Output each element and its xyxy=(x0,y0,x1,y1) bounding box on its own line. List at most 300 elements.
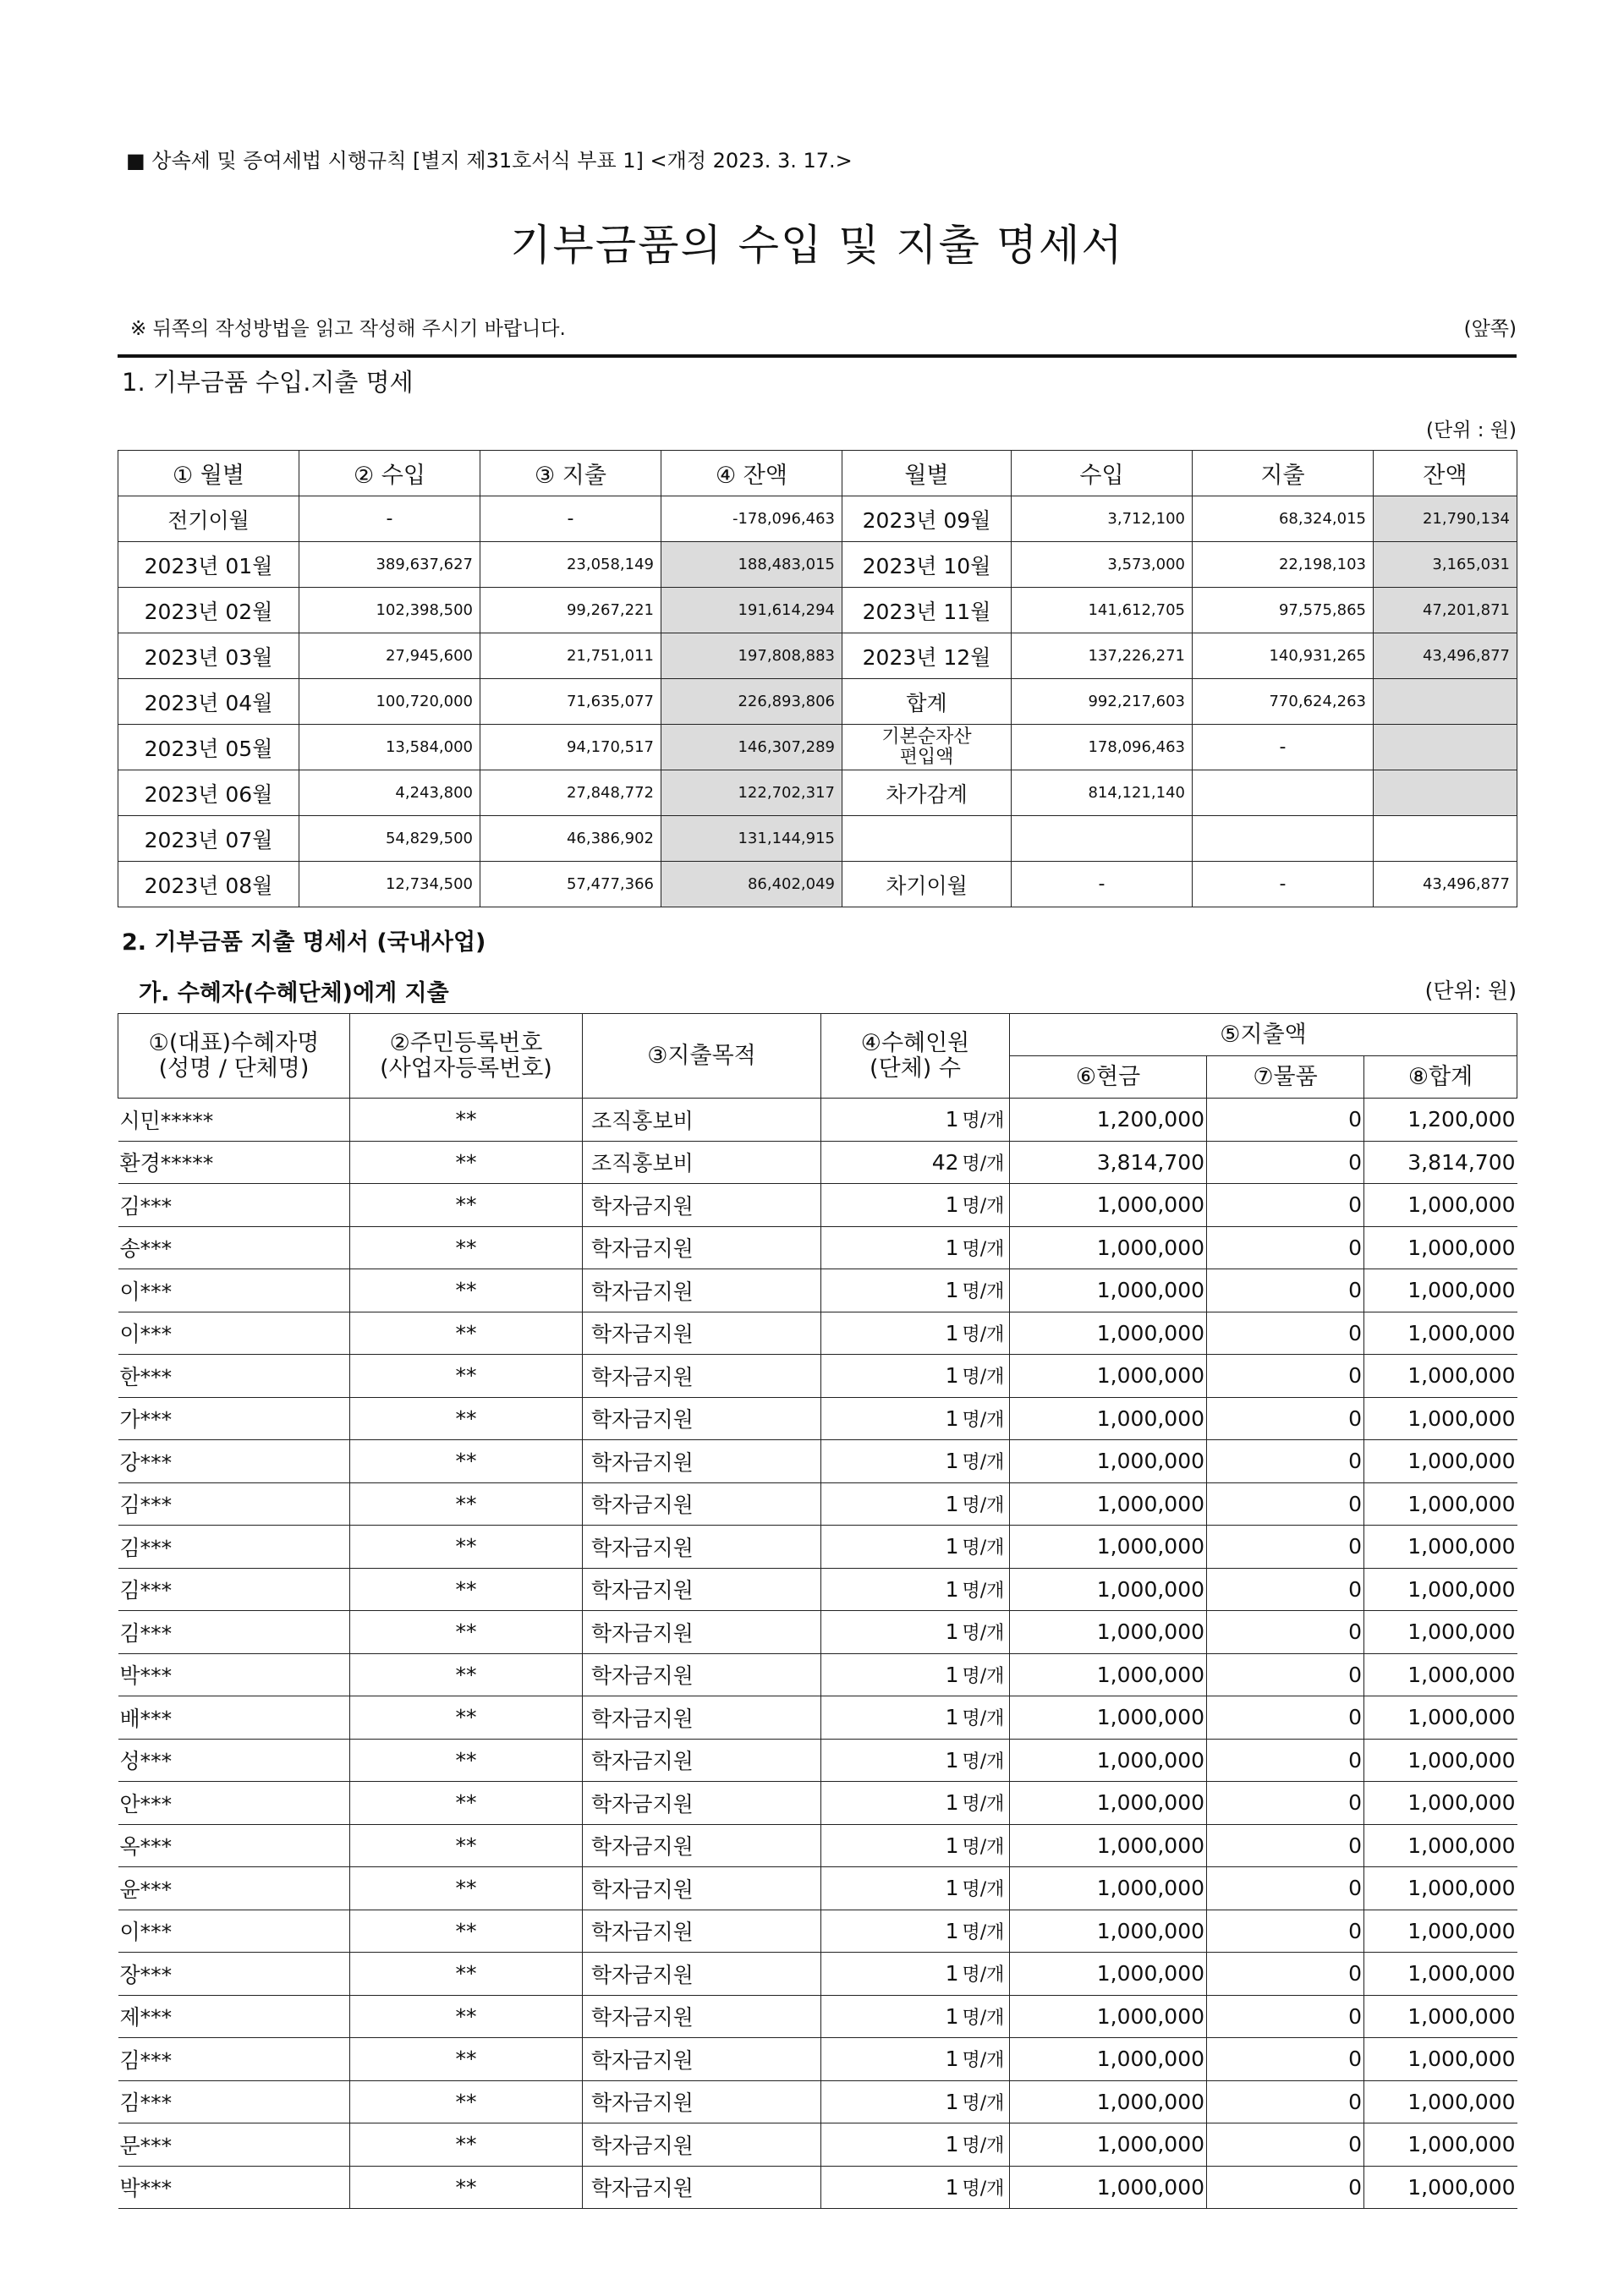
recipient-count: 1 xyxy=(821,1482,961,1526)
recipient-count: 1 xyxy=(821,1867,961,1910)
cash-amount: 1,000,000 xyxy=(1010,1184,1207,1227)
recipient-name: 옥*** xyxy=(118,1824,350,1867)
table-row xyxy=(118,2080,1517,2123)
recipient-count: 1 xyxy=(821,1910,961,1953)
goods-amount: 0 xyxy=(1207,1867,1364,1910)
recipient-count: 1 xyxy=(821,1995,961,2038)
goods-amount: 0 xyxy=(1207,2080,1364,2123)
purpose: 학자금지원 xyxy=(583,1611,821,1654)
total-amount: 1,200,000 xyxy=(1364,1099,1517,1142)
cash-amount: 1,000,000 xyxy=(1010,1867,1207,1910)
recipient-name: 김*** xyxy=(118,1526,350,1569)
recipient-count: 1 xyxy=(821,1696,961,1740)
count-unit: 명/개 xyxy=(961,1226,1010,1269)
count-unit: 명/개 xyxy=(961,1526,1010,1569)
purpose: 학자금지원 xyxy=(583,1269,821,1312)
table-row xyxy=(118,770,1517,816)
table-row xyxy=(118,816,1517,862)
table-cell: 2023년 02월 xyxy=(118,588,299,633)
recipient-name: 제*** xyxy=(118,1995,350,2038)
recipient-count: 1 xyxy=(821,1782,961,1825)
total-amount: 1,000,000 xyxy=(1364,1953,1517,1996)
front-side-label: (앞쪽) xyxy=(1463,318,1517,340)
table-cell: 131,144,915 xyxy=(661,816,842,862)
table-cell: 2023년 11월 xyxy=(842,588,1012,633)
registration-number: ** xyxy=(350,1397,583,1440)
total-amount: 1,000,000 xyxy=(1364,1782,1517,1825)
purpose: 조직홍보비 xyxy=(583,1141,821,1184)
registration-number: ** xyxy=(350,1312,583,1355)
header-total: ⑧합계 xyxy=(1364,1056,1517,1099)
cash-amount: 1,000,000 xyxy=(1010,1696,1207,1740)
recipient-count: 1 xyxy=(821,1568,961,1611)
recipient-count: 1 xyxy=(821,2166,961,2209)
table-row xyxy=(118,1141,1517,1184)
cash-amount: 1,000,000 xyxy=(1010,1355,1207,1398)
header-cell: ① 월별 xyxy=(118,451,299,496)
header-cell: ② 수입 xyxy=(299,451,480,496)
table-row xyxy=(118,1226,1517,1269)
table-row xyxy=(118,2166,1517,2209)
table-cell: 21,790,134 xyxy=(1374,496,1517,542)
total-amount: 1,000,000 xyxy=(1364,1568,1517,1611)
cash-amount: 1,000,000 xyxy=(1010,1910,1207,1953)
table-row xyxy=(118,725,1517,770)
count-unit: 명/개 xyxy=(961,1611,1010,1654)
table-row xyxy=(118,862,1517,907)
goods-amount: 0 xyxy=(1207,1397,1364,1440)
goods-amount: 0 xyxy=(1207,1739,1364,1782)
table-cell: 3,712,100 xyxy=(1012,496,1193,542)
purpose: 학자금지원 xyxy=(583,1440,821,1483)
registration-number: ** xyxy=(350,1611,583,1654)
count-unit: 명/개 xyxy=(961,1782,1010,1825)
table-cell: 22,198,103 xyxy=(1193,542,1374,588)
goods-amount: 0 xyxy=(1207,1440,1364,1483)
registration-number: ** xyxy=(350,1141,583,1184)
table-cell: 2023년 09월 xyxy=(842,496,1012,542)
purpose: 학자금지원 xyxy=(583,1953,821,1996)
table-row xyxy=(118,1653,1517,1696)
table-cell xyxy=(1012,816,1193,862)
table-cell: 21,751,011 xyxy=(480,633,661,679)
total-amount: 1,000,000 xyxy=(1364,1269,1517,1312)
table-cell: - xyxy=(1193,862,1374,907)
recipient-name: 김*** xyxy=(118,2038,350,2081)
recipient-name: 성*** xyxy=(118,1739,350,1782)
recipient-count: 1 xyxy=(821,1653,961,1696)
table-cell xyxy=(1374,770,1517,816)
recipient-count: 1 xyxy=(821,1440,961,1483)
purpose: 학자금지원 xyxy=(583,1824,821,1867)
table-cell: -178,096,463 xyxy=(661,496,842,542)
table-row xyxy=(118,1440,1517,1483)
header-amount: ⑤지출액 xyxy=(1010,1014,1517,1056)
table-row xyxy=(118,1099,1517,1142)
table-row xyxy=(118,1611,1517,1654)
table-row xyxy=(118,1568,1517,1611)
count-unit: 명/개 xyxy=(961,1141,1010,1184)
table-cell: 86,402,049 xyxy=(661,862,842,907)
cash-amount: 1,000,000 xyxy=(1010,1782,1207,1825)
table-row xyxy=(118,496,1517,542)
total-amount: 3,814,700 xyxy=(1364,1141,1517,1184)
registration-number: ** xyxy=(350,1782,583,1825)
expenditure-table xyxy=(118,1013,1517,2209)
total-amount: 1,000,000 xyxy=(1364,2166,1517,2209)
registration-number: ** xyxy=(350,1953,583,1996)
count-unit: 명/개 xyxy=(961,1953,1010,1996)
table-header-row xyxy=(118,451,1517,496)
table-cell: 기본순자산 편입액 xyxy=(842,725,1012,770)
table-row xyxy=(118,588,1517,633)
count-unit: 명/개 xyxy=(961,1099,1010,1142)
divider xyxy=(118,354,1517,358)
registration-number: ** xyxy=(350,1995,583,2038)
table-cell: 2023년 06월 xyxy=(118,770,299,816)
purpose: 학자금지원 xyxy=(583,1226,821,1269)
count-unit: 명/개 xyxy=(961,2123,1010,2167)
registration-number: ** xyxy=(350,2166,583,2209)
purpose: 학자금지원 xyxy=(583,1526,821,1569)
total-amount: 1,000,000 xyxy=(1364,2080,1517,2123)
total-amount: 1,000,000 xyxy=(1364,1653,1517,1696)
table-cell: 102,398,500 xyxy=(299,588,480,633)
cash-amount: 1,000,000 xyxy=(1010,1653,1207,1696)
recipient-name: 김*** xyxy=(118,1611,350,1654)
table-cell: 100,720,000 xyxy=(299,679,480,725)
table-cell xyxy=(1193,816,1374,862)
recipient-name: 문*** xyxy=(118,2123,350,2167)
cash-amount: 1,000,000 xyxy=(1010,1269,1207,1312)
table-row xyxy=(118,1739,1517,1782)
recipient-name: 장*** xyxy=(118,1953,350,1996)
total-amount: 1,000,000 xyxy=(1364,1397,1517,1440)
recipient-count: 1 xyxy=(821,1824,961,1867)
cash-amount: 1,000,000 xyxy=(1010,1312,1207,1355)
table-cell: 178,096,463 xyxy=(1012,725,1193,770)
table-cell: 122,702,317 xyxy=(661,770,842,816)
table-row xyxy=(118,1355,1517,1398)
table-cell: 68,324,015 xyxy=(1193,496,1374,542)
total-amount: 1,000,000 xyxy=(1364,1696,1517,1740)
total-amount: 1,000,000 xyxy=(1364,1611,1517,1654)
cash-amount: 1,000,000 xyxy=(1010,1824,1207,1867)
cash-amount: 1,000,000 xyxy=(1010,1568,1207,1611)
table-cell: 141,612,705 xyxy=(1012,588,1193,633)
cash-amount: 1,200,000 xyxy=(1010,1099,1207,1142)
total-amount: 1,000,000 xyxy=(1364,1355,1517,1398)
registration-number: ** xyxy=(350,1696,583,1740)
recipient-count: 1 xyxy=(821,1226,961,1269)
section2-unit: (단위: 원) xyxy=(1424,978,1517,1003)
recipient-count: 1 xyxy=(821,1312,961,1355)
table-row xyxy=(118,1782,1517,1825)
count-unit: 명/개 xyxy=(961,1867,1010,1910)
count-unit: 명/개 xyxy=(961,1568,1010,1611)
purpose: 학자금지원 xyxy=(583,1397,821,1440)
registration-number: ** xyxy=(350,1653,583,1696)
table-cell: 992,217,603 xyxy=(1012,679,1193,725)
purpose: 학자금지원 xyxy=(583,2038,821,2081)
table-cell: 4,243,800 xyxy=(299,770,480,816)
registration-number: ** xyxy=(350,2038,583,2081)
total-amount: 1,000,000 xyxy=(1364,1739,1517,1782)
purpose: 학자금지원 xyxy=(583,2166,821,2209)
header-cell: 수입 xyxy=(1012,451,1193,496)
table-row xyxy=(118,1910,1517,1953)
table-row xyxy=(118,1397,1517,1440)
purpose: 학자금지원 xyxy=(583,1653,821,1696)
table-row xyxy=(118,633,1517,679)
registration-number: ** xyxy=(350,1568,583,1611)
registration-number: ** xyxy=(350,2080,583,2123)
recipient-name: 시민***** xyxy=(118,1099,350,1142)
count-unit: 명/개 xyxy=(961,1910,1010,1953)
registration-number: ** xyxy=(350,1269,583,1312)
registration-number: ** xyxy=(350,1099,583,1142)
table-cell xyxy=(1374,816,1517,862)
header-registration-number: ②주민등록번호 (사업자등록번호) xyxy=(350,1014,583,1099)
table-row xyxy=(118,1184,1517,1227)
goods-amount: 0 xyxy=(1207,2038,1364,2081)
recipient-name: 김*** xyxy=(118,1184,350,1227)
section1-unit: (단위 : 원) xyxy=(1426,419,1517,441)
table-header-row xyxy=(118,1014,1517,1056)
table-row xyxy=(118,2123,1517,2167)
goods-amount: 0 xyxy=(1207,1482,1364,1526)
registration-number: ** xyxy=(350,1184,583,1227)
purpose: 학자금지원 xyxy=(583,2080,821,2123)
cash-amount: 1,000,000 xyxy=(1010,1226,1207,1269)
total-amount: 1,000,000 xyxy=(1364,1910,1517,1953)
recipient-name: 윤*** xyxy=(118,1867,350,1910)
recipient-name: 김*** xyxy=(118,2080,350,2123)
count-unit: 명/개 xyxy=(961,1312,1010,1355)
recipient-count: 1 xyxy=(821,1953,961,1996)
total-amount: 1,000,000 xyxy=(1364,1526,1517,1569)
table-cell: 2023년 07월 xyxy=(118,816,299,862)
table-cell xyxy=(1193,770,1374,816)
writing-notice: ※ 뒤쪽의 작성방법을 읽고 작성해 주시기 바랍니다. xyxy=(130,318,566,340)
recipient-count: 1 xyxy=(821,1739,961,1782)
header-purpose: ③지출목적 xyxy=(583,1014,821,1099)
table-cell: 13,584,000 xyxy=(299,725,480,770)
table-cell: 226,893,806 xyxy=(661,679,842,725)
registration-number: ** xyxy=(350,1440,583,1483)
table-cell: 2023년 03월 xyxy=(118,633,299,679)
goods-amount: 0 xyxy=(1207,1653,1364,1696)
registration-number: ** xyxy=(350,1482,583,1526)
goods-amount: 0 xyxy=(1207,1568,1364,1611)
recipient-count: 1 xyxy=(821,1184,961,1227)
recipient-count: 42 xyxy=(821,1141,961,1184)
purpose: 학자금지원 xyxy=(583,1696,821,1740)
registration-number: ** xyxy=(350,2123,583,2167)
count-unit: 명/개 xyxy=(961,1440,1010,1483)
total-amount: 1,000,000 xyxy=(1364,2123,1517,2167)
purpose: 학자금지원 xyxy=(583,1184,821,1227)
recipient-name: 환경***** xyxy=(118,1141,350,1184)
table-cell: 3,165,031 xyxy=(1374,542,1517,588)
registration-number: ** xyxy=(350,1355,583,1398)
purpose: 학자금지원 xyxy=(583,1355,821,1398)
goods-amount: 0 xyxy=(1207,1910,1364,1953)
header-cell: 잔액 xyxy=(1374,451,1517,496)
goods-amount: 0 xyxy=(1207,1995,1364,2038)
registration-number: ** xyxy=(350,1526,583,1569)
table-cell: 389,637,627 xyxy=(299,542,480,588)
recipient-count: 1 xyxy=(821,2080,961,2123)
table-row xyxy=(118,1824,1517,1867)
table-cell: 23,058,149 xyxy=(480,542,661,588)
recipient-count: 1 xyxy=(821,1355,961,1398)
header-cell: 월별 xyxy=(842,451,1012,496)
goods-amount: 0 xyxy=(1207,1099,1364,1142)
table-cell: 2023년 10월 xyxy=(842,542,1012,588)
count-unit: 명/개 xyxy=(961,2038,1010,2081)
table-cell xyxy=(842,816,1012,862)
cash-amount: 1,000,000 xyxy=(1010,2123,1207,2167)
recipient-count: 1 xyxy=(821,1611,961,1654)
total-amount: 1,000,000 xyxy=(1364,1867,1517,1910)
count-unit: 명/개 xyxy=(961,1482,1010,1526)
table-cell: 814,121,140 xyxy=(1012,770,1193,816)
recipient-count: 1 xyxy=(821,1397,961,1440)
goods-amount: 0 xyxy=(1207,1226,1364,1269)
total-amount: 1,000,000 xyxy=(1364,1482,1517,1526)
header-cell: ④ 잔액 xyxy=(661,451,842,496)
goods-amount: 0 xyxy=(1207,1526,1364,1569)
cash-amount: 1,000,000 xyxy=(1010,2038,1207,2081)
registration-number: ** xyxy=(350,1910,583,1953)
table-row xyxy=(118,1953,1517,1996)
table-cell: - xyxy=(480,496,661,542)
table-cell: 43,496,877 xyxy=(1374,633,1517,679)
header-recipient-count: ④수혜인원 (단체) 수 xyxy=(821,1014,1010,1099)
purpose: 학자금지원 xyxy=(583,1568,821,1611)
goods-amount: 0 xyxy=(1207,2123,1364,2167)
recipient-count: 1 xyxy=(821,1099,961,1142)
cash-amount: 1,000,000 xyxy=(1010,2080,1207,2123)
recipient-name: 김*** xyxy=(118,1482,350,1526)
table-cell: 137,226,271 xyxy=(1012,633,1193,679)
section2-subheading: 가. 수혜자(수혜단체)에게 지출 xyxy=(139,980,449,1006)
total-amount: 1,000,000 xyxy=(1364,1184,1517,1227)
table-row xyxy=(118,1312,1517,1355)
count-unit: 명/개 xyxy=(961,1269,1010,1312)
count-unit: 명/개 xyxy=(961,1184,1010,1227)
recipient-name: 이*** xyxy=(118,1910,350,1953)
table-cell: - xyxy=(299,496,480,542)
table-cell: 27,848,772 xyxy=(480,770,661,816)
header-goods: ⑦물품 xyxy=(1207,1056,1364,1099)
income-expense-table xyxy=(118,450,1517,907)
table-cell: - xyxy=(1193,725,1374,770)
table-row xyxy=(118,1867,1517,1910)
recipient-count: 1 xyxy=(821,1269,961,1312)
count-unit: 명/개 xyxy=(961,2080,1010,2123)
table-row xyxy=(118,1995,1517,2038)
table-cell: 197,808,883 xyxy=(661,633,842,679)
recipient-name: 한*** xyxy=(118,1355,350,1398)
table-cell: 차가감계 xyxy=(842,770,1012,816)
count-unit: 명/개 xyxy=(961,1739,1010,1782)
goods-amount: 0 xyxy=(1207,1953,1364,1996)
header-cash: ⑥현금 xyxy=(1010,1056,1207,1099)
recipient-name: 이*** xyxy=(118,1269,350,1312)
table-cell: - xyxy=(1012,862,1193,907)
cash-amount: 1,000,000 xyxy=(1010,1611,1207,1654)
registration-number: ** xyxy=(350,1824,583,1867)
table-cell: 3,573,000 xyxy=(1012,542,1193,588)
cash-amount: 1,000,000 xyxy=(1010,1440,1207,1483)
goods-amount: 0 xyxy=(1207,1312,1364,1355)
table-cell: 차기이월 xyxy=(842,862,1012,907)
header-recipient-name: ①(대표)수혜자명 (성명 / 단체명) xyxy=(118,1014,350,1099)
recipient-name: 이*** xyxy=(118,1312,350,1355)
table-cell: 합계 xyxy=(842,679,1012,725)
section2-heading: 2. 기부금품 지출 명세서 (국내사업) xyxy=(122,929,486,956)
table-cell: 12,734,500 xyxy=(299,862,480,907)
table-cell: 146,307,289 xyxy=(661,725,842,770)
goods-amount: 0 xyxy=(1207,1824,1364,1867)
form-reference: ■ 상속세 및 증여세법 시행규칙 [별지 제31호서식 부표 1] <개정 2023. 3. 17.> xyxy=(126,149,853,173)
cash-amount: 1,000,000 xyxy=(1010,1739,1207,1782)
table-cell: 2023년 12월 xyxy=(842,633,1012,679)
table-cell: 2023년 05월 xyxy=(118,725,299,770)
table-cell: 54,829,500 xyxy=(299,816,480,862)
table-cell xyxy=(1374,679,1517,725)
table-row xyxy=(118,1526,1517,1569)
total-amount: 1,000,000 xyxy=(1364,2038,1517,2081)
registration-number: ** xyxy=(350,1739,583,1782)
recipient-name: 안*** xyxy=(118,1782,350,1825)
table-cell: 전기이월 xyxy=(118,496,299,542)
table-cell: 99,267,221 xyxy=(480,588,661,633)
cash-amount: 3,814,700 xyxy=(1010,1141,1207,1184)
total-amount: 1,000,000 xyxy=(1364,1440,1517,1483)
count-unit: 명/개 xyxy=(961,1397,1010,1440)
table-cell: 43,496,877 xyxy=(1374,862,1517,907)
purpose: 학자금지원 xyxy=(583,1739,821,1782)
count-unit: 명/개 xyxy=(961,1995,1010,2038)
recipient-count: 1 xyxy=(821,1526,961,1569)
table-cell: 47,201,871 xyxy=(1374,588,1517,633)
cash-amount: 1,000,000 xyxy=(1010,1953,1207,1996)
table-cell xyxy=(1374,725,1517,770)
table-cell: 188,483,015 xyxy=(661,542,842,588)
goods-amount: 0 xyxy=(1207,1355,1364,1398)
goods-amount: 0 xyxy=(1207,1782,1364,1825)
count-unit: 명/개 xyxy=(961,1696,1010,1740)
total-amount: 1,000,000 xyxy=(1364,1226,1517,1269)
goods-amount: 0 xyxy=(1207,2166,1364,2209)
purpose: 조직홍보비 xyxy=(583,1099,821,1142)
table-cell: 2023년 08월 xyxy=(118,862,299,907)
cash-amount: 1,000,000 xyxy=(1010,1397,1207,1440)
page-title: 기부금품의 수입 및 지출 명세서 xyxy=(510,221,1124,270)
purpose: 학자금지원 xyxy=(583,1312,821,1355)
goods-amount: 0 xyxy=(1207,1269,1364,1312)
cash-amount: 1,000,000 xyxy=(1010,2166,1207,2209)
goods-amount: 0 xyxy=(1207,1141,1364,1184)
purpose: 학자금지원 xyxy=(583,1995,821,2038)
recipient-name: 강*** xyxy=(118,1440,350,1483)
table-cell: 770,624,263 xyxy=(1193,679,1374,725)
header-cell: 지출 xyxy=(1193,451,1374,496)
purpose: 학자금지원 xyxy=(583,1482,821,1526)
